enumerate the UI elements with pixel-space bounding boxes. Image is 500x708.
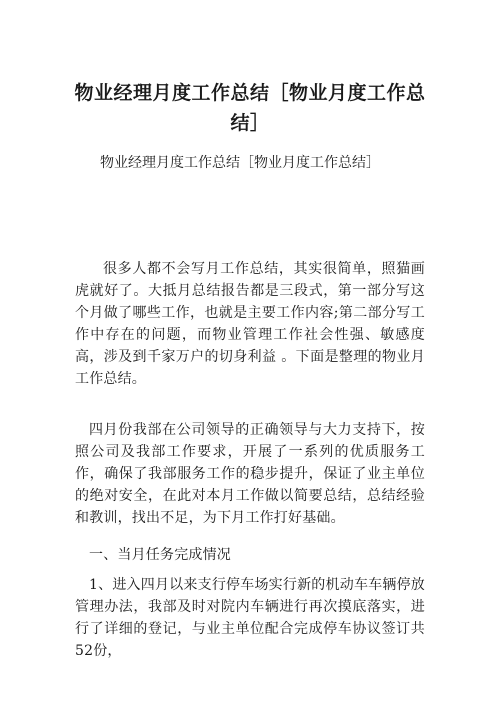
intro-paragraph: 很多人都不会写月工作总结，其实很简单，照猫画虎就好了。大抵月总结报告都是三段式，第一部分写这个月做了哪些工作，也就是主要工作内容;第二部分写工作中存在的问题，而物业管理工作社会性强、敏感度高，涉及到千家万户的切身利益 。下面是整理的物业月工作总结。 bbox=[75, 261, 425, 387]
summary-paragraph: 四月份我部在公司领导的正确领导与大力支持下，按照公司及我部工作要求，开展了一系列的优质服务工作，确保了我部服务工作的稳步提升，保证了业主单位的绝对安全，在此对本月工作做以简要总结，总结经验和教训，找出不足，为下月工作打好基础。 bbox=[75, 422, 425, 526]
document-title: 物业经理月度工作总结［物业月度工作总结］ bbox=[74, 82, 426, 134]
task-item-paragraph: 1、进入四月以来支行停车场实行新的机动车车辆停放管理办法，我部及时对院内车辆进行再次摸底落实，进行了详细的登记，与业主单位配合完成停车协议签订共52份， bbox=[75, 577, 425, 659]
section-heading: 一、当月任务完成情况 bbox=[89, 547, 231, 563]
document-subtitle: 物业经理月度工作总结［物业月度工作总结］ bbox=[100, 155, 380, 171]
